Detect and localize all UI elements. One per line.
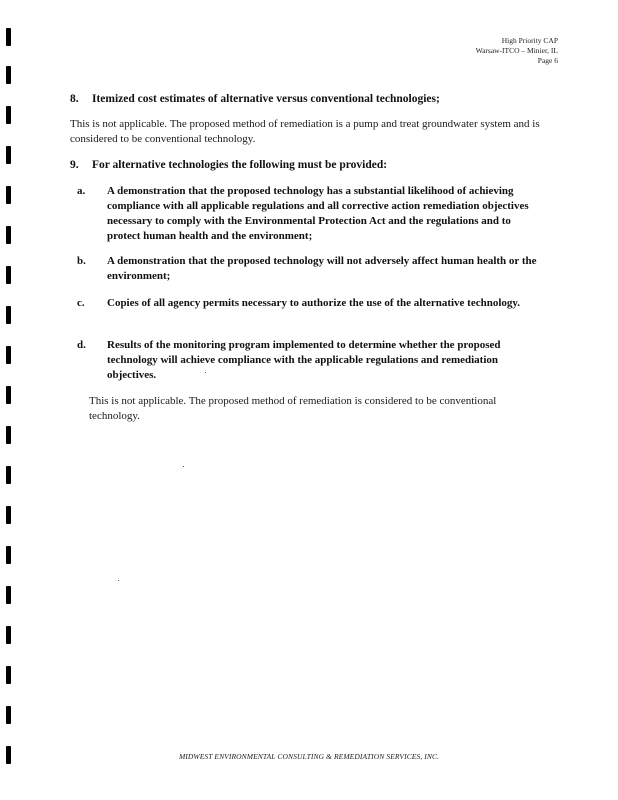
binder-mark-icon — [6, 586, 11, 604]
page-header — [476, 36, 558, 66]
section-9-item-a — [77, 184, 547, 244]
binder-mark-icon — [6, 626, 11, 644]
section-8-title: Itemized cost estimates of alternative versus conventional technologies; — [92, 93, 440, 105]
page-footer: MIDWEST ENVIRONMENTAL CONSULTING & REMEDIATION SERVICES, INC. — [178, 752, 440, 761]
header-page-number: Page 6 — [537, 56, 558, 65]
scan-speck — [205, 372, 206, 373]
section-8-heading — [70, 92, 440, 106]
binder-mark-icon — [6, 66, 11, 84]
binder-mark-icon — [6, 146, 11, 164]
item-text: Copies of all agency permits necessary to authorize the use of the alternative technology. — [107, 297, 521, 309]
item-text: Results of the monitoring program implemented to determine whether the proposed technology will achieve compliance with the applicable regulations and remediation objectives. — [107, 339, 501, 381]
binder-mark-icon — [6, 466, 11, 484]
item-letter: a. — [77, 185, 86, 197]
section-9-title: For alternative technologies the following must be provided: — [92, 159, 388, 171]
binder-mark-icon — [6, 226, 11, 244]
binder-mark-icon — [6, 386, 11, 404]
binder-mark-icon — [6, 306, 11, 324]
binder-hole-marks — [0, 0, 14, 800]
binder-mark-icon — [6, 28, 11, 46]
section-9-item-b — [77, 254, 547, 284]
section-9-body: This is not applicable. The proposed method of remediation is considered to be conventional technology. — [89, 395, 497, 422]
item-letter: b. — [77, 255, 86, 267]
item-text: A demonstration that the proposed technology will not adversely affect human health or the environment; — [107, 255, 537, 282]
item-letter: d. — [77, 339, 86, 351]
scan-speck — [183, 466, 184, 467]
binder-mark-icon — [6, 106, 11, 124]
binder-mark-icon — [6, 266, 11, 284]
item-text: A demonstration that the proposed technology has a substantial likelihood of achieving compliance with all applicable regulations and all corrective action remediation objectives necessary to comply with the Environmental Protection Act and the regulations and to protect human health and the environment; — [107, 185, 529, 242]
header-site-name: Warsaw-ITCO – Minier, IL — [475, 46, 558, 55]
section-8-number: 8. — [70, 93, 79, 105]
binder-mark-icon — [6, 186, 11, 204]
binder-mark-icon — [6, 346, 11, 364]
item-letter: c. — [77, 297, 85, 309]
section-9-number: 9. — [70, 159, 79, 171]
binder-mark-icon — [6, 666, 11, 684]
binder-mark-icon — [6, 506, 11, 524]
scan-speck — [118, 580, 119, 581]
section-8-body: This is not applicable. The proposed method of remediation is a pump and treat groundwater system and is considered to be conventional technology. — [70, 118, 540, 145]
header-report-title: High Priority CAP — [501, 36, 558, 45]
binder-mark-icon — [6, 426, 11, 444]
section-9-item-d — [77, 338, 547, 383]
section-9-heading — [70, 158, 387, 172]
binder-mark-icon — [6, 546, 11, 564]
section-9-item-c — [77, 296, 547, 311]
binder-mark-icon — [6, 706, 11, 724]
